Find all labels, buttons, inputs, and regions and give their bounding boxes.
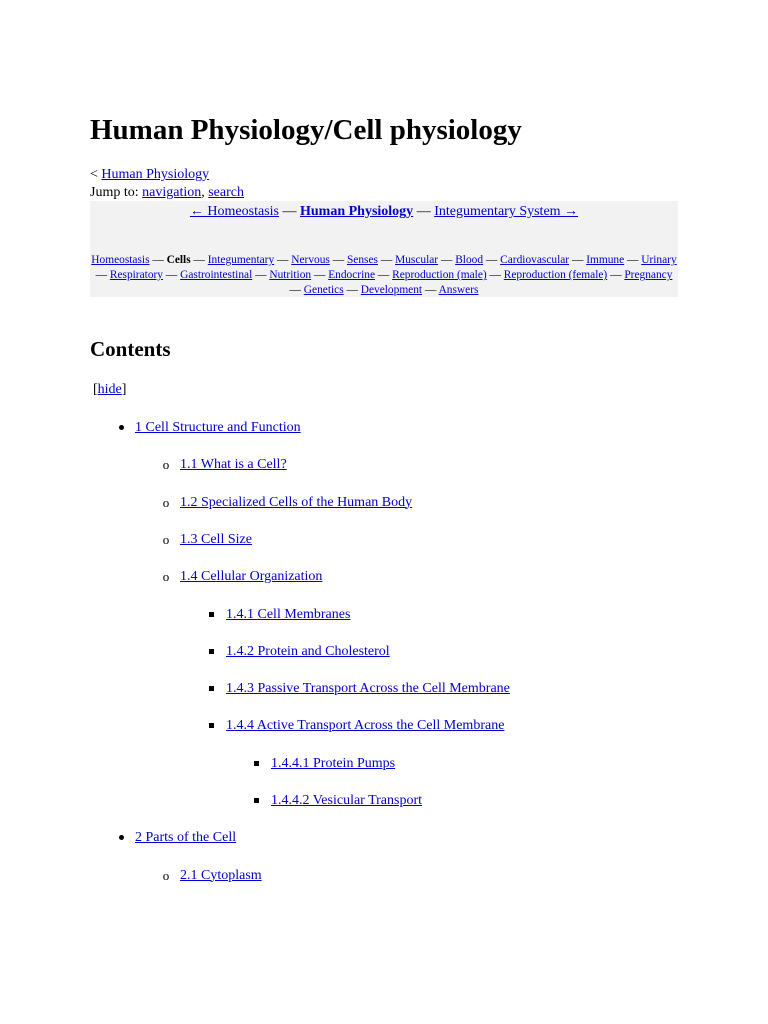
toc-toggle-open: [ (93, 382, 98, 397)
navbox-sequence (90, 203, 678, 220)
jump-to (90, 184, 244, 201)
chapter-link[interactable]: Nutrition (269, 269, 312, 282)
jump-search-link[interactable]: search (208, 185, 244, 200)
chapter-separator: — (311, 269, 329, 282)
chapter-list (90, 253, 678, 299)
toc-bullet (204, 680, 218, 691)
chapter-link[interactable]: Immune (586, 254, 625, 266)
chapter-separator: — (163, 269, 181, 282)
toc-link[interactable]: 1.4.1 Cell Membranes (226, 606, 351, 622)
chapter-separator: — (190, 254, 208, 266)
chapter-link[interactable]: Reproduction (female) (503, 269, 608, 282)
toc-link[interactable]: 1.4.2 Protein and Cholesterol (226, 643, 390, 659)
chapter-separator: — (329, 254, 347, 266)
toc-link[interactable]: 1.2 Specialized Cells of the Human Body (180, 494, 413, 510)
jump-separator: , (201, 185, 209, 200)
chapter-link[interactable]: Genetics (303, 284, 344, 297)
chapter-link[interactable]: Endocrine (328, 269, 376, 282)
chapter-separator: — (607, 269, 625, 282)
toc-bullet (114, 829, 128, 840)
chapter-separator: — (149, 254, 167, 266)
chapter-link[interactable]: Nervous (291, 254, 330, 266)
chapter-separator: — (375, 269, 393, 282)
jump-prefix: Jump to: (90, 185, 143, 200)
chapter-separator: — (486, 269, 504, 282)
chapter-separator: — (483, 254, 501, 266)
chapter-separator: — (624, 254, 642, 266)
chapter-link[interactable]: Pregnancy (624, 269, 673, 282)
contents-title: Contents (90, 337, 171, 361)
chapter-link[interactable]: Homeostasis (91, 254, 150, 266)
toc-bullet (249, 755, 263, 766)
chapter-separator: — (569, 254, 587, 266)
chapter-link: Cells (166, 254, 191, 266)
chapter-link[interactable]: Development (360, 284, 423, 297)
chapter-link[interactable]: Urinary (641, 254, 677, 266)
toc-link[interactable]: 1.4.3 Passive Transport Across the Cell Membrane (226, 681, 510, 697)
chapter-separator: — (289, 284, 304, 297)
next-chapter-link[interactable]: Integumentary System → (434, 204, 579, 219)
chapter-separator: — (343, 284, 361, 297)
toc-bullet (204, 643, 218, 654)
toc-link[interactable]: 1.3 Cell Size (180, 531, 252, 547)
breadcrumb-prefix: < (90, 167, 102, 182)
toc-bullet (114, 419, 128, 430)
chapter-link[interactable]: Blood (455, 254, 484, 266)
jump-navigation-link[interactable]: navigation (142, 185, 202, 200)
chapter-separator: — (95, 269, 110, 282)
toc-link[interactable]: 1.4.4.2 Vesicular Transport (271, 793, 423, 808)
book-home-link[interactable]: Human Physiology (299, 204, 414, 219)
toc-bullet (159, 494, 173, 512)
chapter-link[interactable]: Muscular (395, 254, 439, 266)
toc-link[interactable]: 1.1 What is a Cell? (180, 457, 287, 473)
chapter-separator: — (274, 254, 292, 266)
chapter-link[interactable]: Answers (438, 284, 479, 297)
toc-bullet (159, 456, 173, 474)
toc-link[interactable]: 2 Parts of the Cell (135, 830, 237, 846)
toc-toggle-close: ] (121, 382, 127, 397)
toc-bullet (204, 606, 218, 617)
breadcrumb-link[interactable]: Human Physiology (101, 167, 210, 182)
toc-link[interactable]: 1 Cell Structure and Function (135, 420, 301, 435)
navbox-dash: — (413, 204, 435, 219)
navbox-dash: — (278, 204, 300, 219)
toc-toggle (93, 381, 126, 398)
chapter-link[interactable]: Cardiovascular (500, 254, 570, 266)
hide-toc-link[interactable]: hide (97, 382, 122, 397)
page-title: Human Physiology/Cell physiology (90, 114, 522, 146)
chapter-separator: — (377, 254, 396, 266)
toc-bullet (204, 717, 218, 728)
toc-link[interactable]: 1.4.4 Active Transport Across the Cell Membrane (226, 718, 505, 734)
chapter-link[interactable]: Respiratory (109, 269, 164, 282)
toc-bullet (249, 792, 263, 803)
chapter-link[interactable]: Reproduction (male) (392, 269, 487, 282)
toc-link[interactable]: 1.4 Cellular Organization (180, 569, 323, 585)
toc-bullet (159, 867, 173, 885)
book-navbox (90, 201, 678, 297)
toc-bullet (159, 568, 173, 586)
prev-chapter-link[interactable]: ← Homeostasis (189, 204, 279, 219)
chapter-link[interactable]: Gastrointestinal (180, 269, 253, 282)
toc-bullet (159, 531, 173, 549)
breadcrumb (90, 166, 209, 183)
chapter-link[interactable]: Integumentary (207, 254, 275, 266)
chapter-separator: — (438, 254, 456, 266)
toc-link[interactable]: 2.1 Cytoplasm (180, 867, 262, 883)
chapter-separator: — (252, 269, 270, 282)
toc-link[interactable]: 1.4.4.1 Protein Pumps (271, 755, 396, 771)
chapter-separator: — (422, 284, 439, 297)
chapter-link[interactable]: Senses (346, 254, 378, 266)
